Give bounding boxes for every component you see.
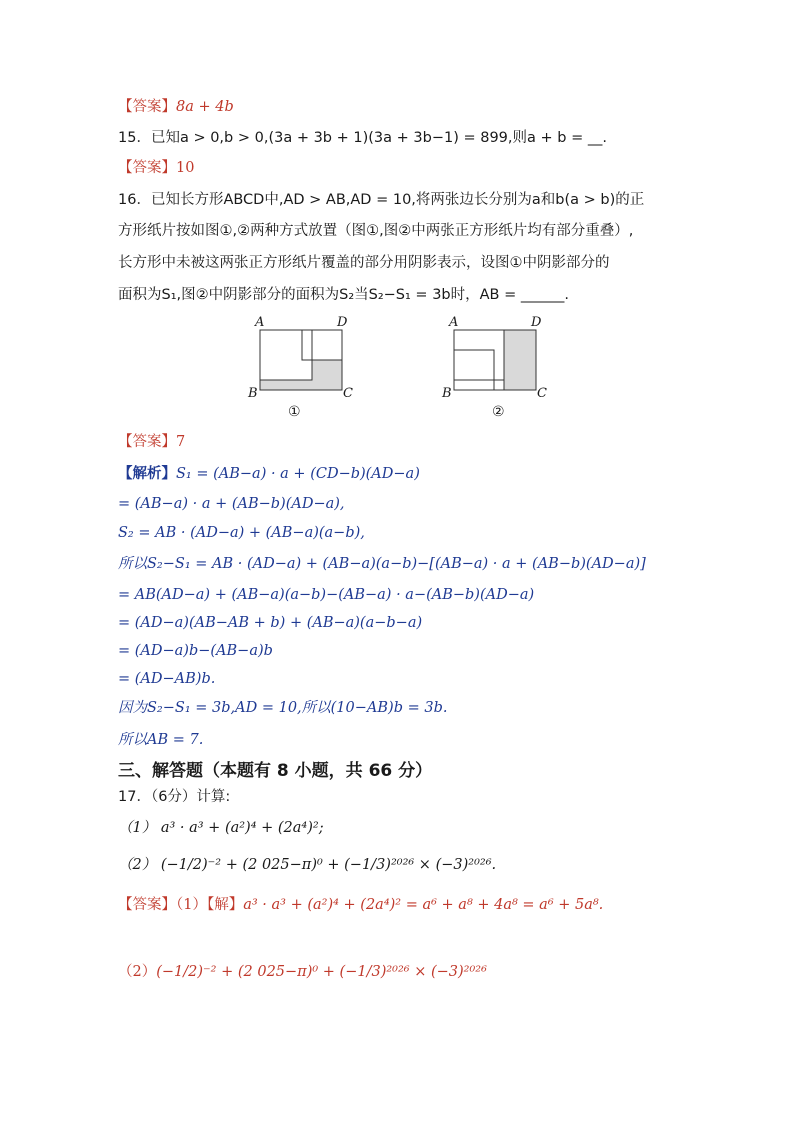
figure-1-label-c: C: [343, 386, 353, 401]
solution-line-6: = (AD−a)(AB−AB + b) + (AB−a)(a−b−a): [118, 615, 423, 631]
figure-2: [434, 312, 554, 422]
question-15: 15．已知a > 0,b > 0,(3a + 3b + 1)(3a + 3b−1) = 899,则a + b = __.: [118, 130, 607, 146]
question-16-line-4: 面积为S₁,图②中阴影部分的面积为S₂当S₂−S₁ = 3b时，AB = ______.: [118, 287, 569, 303]
figure-2-label-d: D: [531, 315, 542, 330]
answer-value: 8a + 4b: [176, 99, 234, 115]
question-17-part-1: （1） a³ · a³ + (a²)⁴ + (2a⁴)²;: [118, 820, 324, 836]
answer-15: [118, 158, 194, 178]
figure-1-label-b: B: [248, 386, 258, 401]
answer-part-number: （1）: [176, 897, 207, 913]
solution-tag: 【解析】: [118, 466, 176, 482]
question-16-line-3: 长方形中未被这两张正方形纸片覆盖的部分用阴影表示，设图①中阴影部分的: [118, 255, 610, 271]
answer-14: [118, 97, 234, 117]
figure-1-label-d: D: [337, 315, 348, 330]
figure-2-shaded-region: [504, 330, 536, 390]
figure-2-label-b: B: [442, 386, 452, 401]
question-16-line-1: 16．已知长方形ABCD中,AD > AB,AD = 10,将两张边长分别为a和b(a > b)的正: [118, 192, 645, 208]
answer-part-number: （2）: [118, 964, 157, 980]
answer-tag: 【答案】: [118, 99, 176, 115]
answer-expr: (−1/2)⁻² + (2 025−π)⁰ + (−1/3)²⁰²⁶ × (−3)²⁰²⁶: [156, 964, 487, 980]
question-17: 17．（6分）计算:: [118, 789, 231, 805]
solution-line-3: S₂ = AB · (AD−a) + (AB−a)(a−b),: [118, 525, 365, 541]
solution-word: 【解】: [206, 897, 244, 913]
solution-line-1: [118, 464, 420, 484]
solution-line-10: 所以AB = 7.: [118, 732, 204, 748]
question-17-part-2: （2） (−1/2)⁻² + (2 025−π)⁰ + (−1/3)²⁰²⁶ × (−3)²⁰²⁶.: [118, 857, 497, 873]
answer-tag: 【答案】: [118, 434, 176, 450]
answer-value: 10: [176, 160, 195, 176]
answer-17-part-1: [118, 895, 603, 915]
figure-2-label-c: C: [537, 386, 547, 401]
figure-1: [240, 312, 360, 422]
figure-1-label-a: A: [255, 315, 265, 330]
solution-line-7: = (AD−a)b−(AB−a)b: [118, 643, 273, 659]
solution-line-8: = (AD−AB)b.: [118, 671, 216, 687]
answer-expr: a³ · a³ + (a²)⁴ + (2a⁴)² = a⁶ + a⁸ + 4a⁸ = a⁶ + 5a⁸.: [243, 897, 604, 913]
answer-tag: 【答案】: [118, 897, 176, 913]
answer-17-part-2: [118, 962, 487, 982]
answer-16: [118, 432, 185, 452]
solution-expr: S₁ = (AB−a) · a + (CD−b)(AD−a): [176, 466, 420, 482]
section-heading: 三、解答题（本题有 8 小题，共 66 分）: [118, 761, 433, 781]
figure-2-caption: ②: [492, 404, 505, 420]
figure-2-label-a: A: [449, 315, 459, 330]
solution-line-9: 因为S₂−S₁ = 3b,AD = 10,所以(10−AB)b = 3b.: [118, 700, 448, 716]
solution-line-2: = (AB−a) · a + (AB−b)(AD−a),: [118, 496, 345, 512]
answer-value: 7: [176, 434, 186, 450]
answer-tag: 【答案】: [118, 160, 176, 176]
solution-line-5: = AB(AD−a) + (AB−a)(a−b)−(AB−a) · a−(AB−b)(AD−a): [118, 587, 535, 603]
figure-1-caption: ①: [288, 404, 301, 420]
solution-line-4: 所以S₂−S₁ = AB · (AD−a) + (AB−a)(a−b)−[(AB−a) · a + (AB−b)(AD−a)]: [118, 556, 646, 572]
question-16-line-2: 方形纸片按如图①,②两种方式放置（图①,图②中两张正方形纸片均有部分重叠）,: [118, 223, 634, 239]
